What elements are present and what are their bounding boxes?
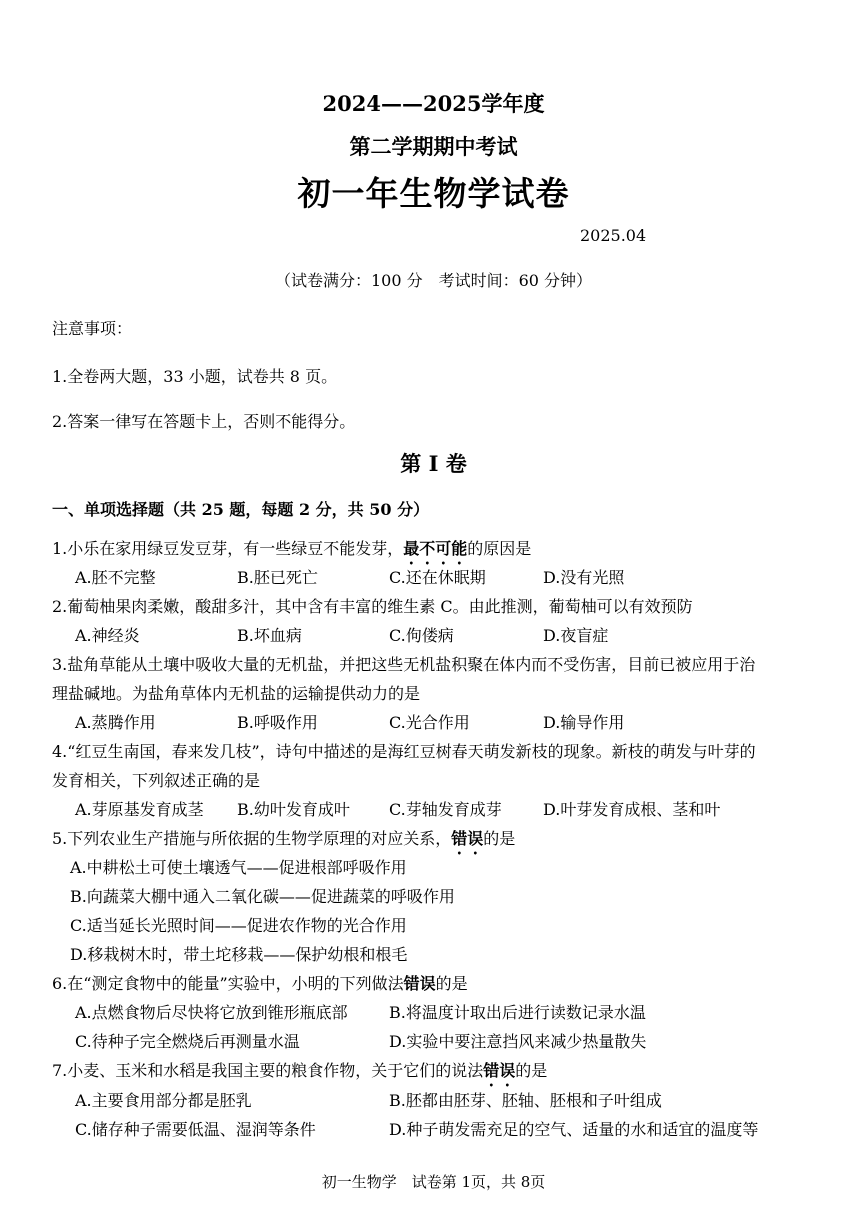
stem-text: 1.小乐在家用绿豆发豆芽，有一些绿豆不能发芽，	[52, 539, 404, 558]
exam-name: 第二学期期中考试	[349, 134, 518, 159]
option-c: C.芽轴发育成芽	[389, 800, 502, 819]
option-a: A.蒸腾作用	[75, 713, 156, 732]
stem-text: 5.下列农业生产措施与所依据的生物学原理的对应关系，	[52, 829, 452, 848]
option-c: C.待种子完全燃烧后再测量水温	[75, 1032, 300, 1051]
stem-text: 的是	[515, 1061, 548, 1080]
question-stem	[52, 1058, 547, 1090]
option-a: A.点燃食物后尽快将它放到锥形瓶底部	[75, 1003, 348, 1022]
option-b: B.向蔬菜大棚中通入二氧化碳——促进蔬菜的呼吸作用	[70, 887, 455, 906]
option-d: D.没有光照	[543, 568, 625, 587]
stem-text: 6.在“测定食物中的能量”实验中，小明的下列做法	[52, 974, 404, 993]
option-b: B.呼吸作用	[237, 713, 318, 732]
option-b: B.胚已死亡	[237, 568, 318, 587]
option-c: C.佝偻病	[389, 626, 454, 645]
option-c: C.还在休眠期	[389, 568, 486, 587]
option-d: D.移栽树木时，带土坨移栽——保护幼根和根毛	[70, 945, 408, 964]
option-d: D.叶芽发育成根、茎和叶	[543, 800, 721, 819]
stem-text: 的是	[435, 974, 468, 993]
option-d: D.输导作用	[543, 713, 625, 732]
option-b: B.胚都由胚芽、胚轴、胚根和子叶组成	[389, 1091, 662, 1110]
option-d: D.种子萌发需充足的空气、适量的水和适宜的温度等	[389, 1120, 759, 1139]
exam-info: （试卷满分：100 分 考试时间：60 分钟）	[274, 271, 593, 290]
option-c: C.光合作用	[389, 713, 470, 732]
option-c: C.储存种子需要低温、湿润等条件	[75, 1120, 316, 1139]
option-b: B.幼叶发育成叶	[237, 800, 350, 819]
note-item: 2.答案一律写在答题卡上，否则不能得分。	[52, 412, 356, 431]
emphasis-text: 最不可能	[403, 539, 468, 558]
emphasis-text: 错误	[451, 829, 484, 848]
option-a: A.中耕松土可使土壤透气——促进根部呼吸作用	[70, 858, 407, 877]
question-stem: 3.盐角草能从土壤中吸收大量的无机盐，并把这些无机盐积聚在体内而不受伤害，目前已被应用于治	[52, 655, 756, 674]
stem-text: 7.小麦、玉米和水稻是我国主要的粮食作物，关于它们的说法	[52, 1061, 484, 1080]
question-stem	[52, 536, 531, 568]
question-stem-cont: 理盐碱地。为盐角草体内无机盐的运输提供动力的是	[52, 684, 421, 703]
option-c: C.适当延长光照时间——促进农作物的光合作用	[70, 916, 407, 935]
option-d: D.实验中要注意挡风来减少热量散失	[389, 1032, 647, 1051]
option-d: D.夜盲症	[543, 626, 609, 645]
exam-date: 2025.04	[580, 226, 647, 245]
option-b: B.将温度计取出后进行读数记录水温	[389, 1003, 646, 1022]
paper-title: 初一年生物学试卷	[297, 174, 570, 213]
note-item: 1.全卷两大题，33 小题，试卷共 8 页。	[52, 367, 338, 386]
question-stem: 2.葡萄柚果肉柔嫩，酸甜多汁，其中含有丰富的维生素 C。由此推测，葡萄柚可以有效预防	[52, 597, 693, 616]
question-stem	[52, 971, 468, 994]
emphasis-text: 错误	[483, 1061, 516, 1080]
emphasis-text: 错误	[403, 974, 436, 993]
question-stem	[52, 826, 515, 858]
school-year: 2024——2025学年度	[322, 91, 545, 116]
page-footer: 初一生物学 试卷第 1页，共 8页	[321, 1173, 546, 1191]
part-heading: 一、单项选择题（共 25 题，每题 2 分，共 50 分）	[52, 500, 430, 519]
stem-text: 的原因是	[467, 539, 532, 558]
question-stem: 4.“红豆生南国，春来发几枝”，诗句中描述的是海红豆树春天萌发新枝的现象。新枝的萌发与叶芽的	[52, 742, 756, 761]
stem-text: 的是	[483, 829, 516, 848]
notes-label: 注意事项：	[52, 319, 133, 338]
option-a: A.主要食用部分都是胚乳	[75, 1091, 252, 1110]
option-b: B.坏血病	[237, 626, 302, 645]
option-a: A.神经炎	[75, 626, 140, 645]
option-a: A.胚不完整	[75, 568, 156, 587]
option-a: A.芽原基发育成茎	[75, 800, 204, 819]
section-title: 第 I 卷	[400, 451, 467, 476]
question-stem-cont: 发育相关，下列叙述正确的是	[52, 771, 261, 790]
